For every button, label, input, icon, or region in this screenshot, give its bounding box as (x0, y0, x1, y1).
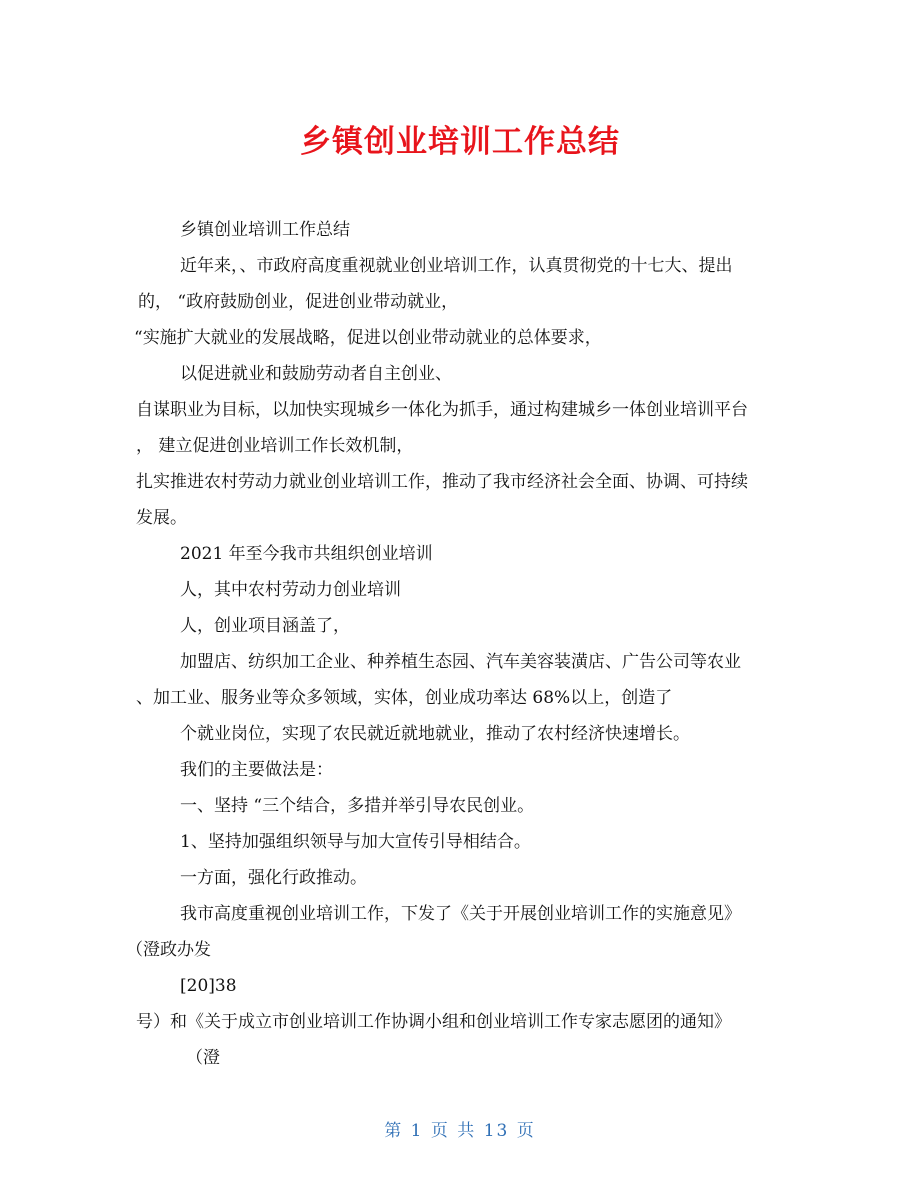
body-line: 一方面，强化行政推动。 (180, 868, 367, 888)
body-line: [20]38 (180, 976, 237, 996)
body-line: 号）和《关于成立市创业培训工作协调小组和创业培训工作专家志愿团的通知》 (136, 1012, 731, 1032)
body-line: 人，其中农村劳动力创业培训 (180, 580, 401, 600)
body-line: 个就业岗位，实现了农民就近就地就业，推动了农村经济快速增长。 (180, 724, 690, 744)
body-line: 1、坚持加强组织领导与加大宣传引导相结合。 (180, 832, 531, 852)
body-line: （澄 (186, 1048, 220, 1068)
body-line: 我市高度重视创业培训工作，下发了《关于开展创业培训工作的实施意见》 (180, 904, 741, 924)
body-line: 一、坚持 “三个结合，多措并举引导农民创业。 (180, 796, 535, 816)
body-line: ， 建立促进创业培训工作长效机制， (136, 436, 414, 456)
body-line: 加盟店、纺织加工企业、种养植生态园、汽车美容装潢店、广告公司等农业 (180, 652, 741, 672)
document-title: 乡镇创业培训工作总结 (300, 124, 620, 160)
body-line: 的， “政府鼓励创业，促进创业带动就业， (138, 292, 459, 312)
body-line: 扎实推进农村劳动力就业创业培训工作，推动了我市经济社会全面、协调、可持续 (136, 472, 748, 492)
body-line: 以促进就业和鼓励劳动者自主创业、 (180, 364, 452, 384)
body-line: “实施扩大就业的发展战略，促进以创业带动就业的总体要求， (134, 328, 602, 348)
body-line: 人，创业项目涵盖了， (180, 616, 350, 636)
body-line: 乡镇创业培训工作总结 (180, 220, 350, 240)
body-line: 我们的主要做法是： (180, 760, 333, 780)
body-line: （澄政办发 (126, 940, 211, 960)
body-line: 自谋职业为目标，以加快实现城乡一体化为抓手，通过构建城乡一体创业培训平台 (136, 400, 748, 420)
page-number-footer: 第 1 页 共 13 页 (384, 1121, 536, 1141)
body-line: 、加工业、服务业等众多领域，实体，创业成功率达 68%以上，创造了 (136, 688, 673, 708)
body-line: 2021 年至今我市共组织创业培训 (180, 544, 433, 564)
body-line: 发展。 (136, 508, 187, 528)
body-line: 近年来，、市政府高度重视就业创业培训工作，认真贯彻党的十七大、提出 (180, 256, 733, 276)
